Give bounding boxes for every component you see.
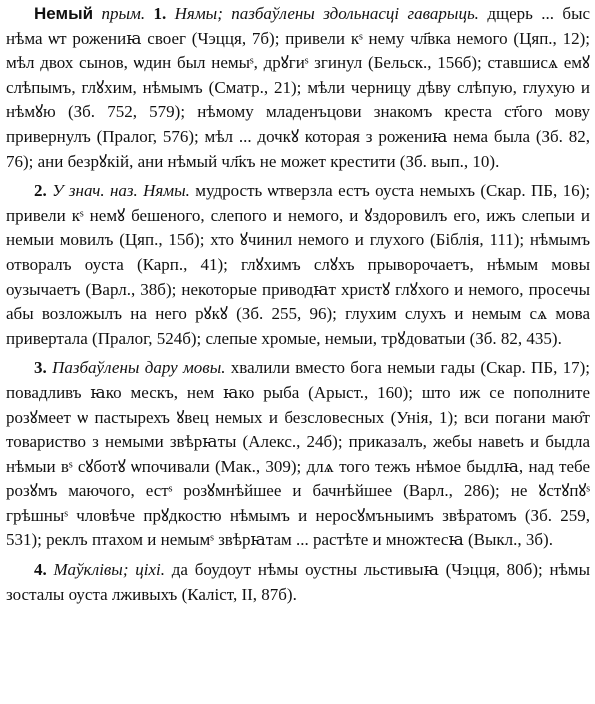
sense-4 (6, 558, 590, 607)
headword: Немый (34, 4, 94, 23)
sense-gloss: Нямы; пазбаўлены здольнасці гаварыць. (174, 4, 479, 23)
sense-3 (6, 356, 590, 553)
sense-1 (6, 2, 590, 174)
sense-citations: хвалили вместо бога немыи гады (Скар. ПБ, 17); повадливъ ꙗко мескъ, нем ꙗко рыба (Арыст., 160); што иж се пополните розꙋмеет ѡ пастырехъ ꙋвец немых и безсловесных (Унія, 1); вси погани маю̑т товариство з немыми звѣрꙗты (Алекс., 24б); приказалъ, жебы навеtъ и быдла нѣмыи вˢ сꙋботꙋ ѡпочивали (Мак., 309); длѧ того тежъ нѣмое быдлꙗ, над тебе розꙋмъ маючого, естˢ розꙋмнѣйшее и бачнѣйшее (Варл., 286); не ꙋстꙋпꙋˢ грѣшныˢ чловѣче прꙋдкостю нѣмымъ и неросꙋмъныимъ звѣратомъ (Зб. 259, 531); реклъ птахом и немымˢ звѣрꙗтам ... растѣте и множтесꙗ (Выкл., 3б). (6, 358, 591, 550)
sense-citations: да боудоут нѣмы оустны льстивыꙗ (Чэцця, 80б); нѣмы зосталы оуста лживыхъ (Каліст, II, 87б). (6, 560, 590, 604)
sense-number: 4. (34, 560, 47, 580)
dictionary-entry (6, 2, 590, 607)
sense-citations: дщерь ... быс нѣма ѡт рожениꙗ своег (Чэцця, 7б); привели кˢ нему чл҃вка немого (Цяп., 12); мѣл двох сынов, ѡдин был немыˢ, дрꙋгиˢ згинул (Бельск., 156б); ставшисѧ емꙋ слѣпымъ, глꙋхим, нѣмымъ (Сматр., 21); мѣли черницу дѣву слѣпую, глухую и нѣмꙋю (Зб. 752, 579); нѣмому младенъцови знакомъ креста ст҃ого мову привернулъ (Пралог, 576); мѣл ... дочкꙋ которая з рожениꙗ нема была (Зб. 82, 76); ани безрꙋкій, ани нѣмый чл҃къ не может крестити (Зб. вып., 10). (6, 4, 591, 171)
sense-gloss: У знач. наз. Нямы. (52, 181, 190, 201)
sense-citations: мудрость ѡтверзла естъ оуста немыхъ (Скар. ПБ, 16); привели кˢ немꙋ бешеного, слепого и немого, и ꙋздоровилъ его, ижъ слепыи и немыи мовилъ (Цяп., 15б); хто ꙋчинил немого и глухого (Біблія, 111); нѣмымъ отворалъ оуста (Карп., 41); глꙋхимъ слꙋхъ прыворочаетъ, нѣмым мовы оузычаетъ (Варл., 38б); некоторые приводꙗт христꙋ глꙋхого и немого, просечы абы возложылъ на него рꙋкꙋ (Зб. 255, 96); глухим слухъ и немым сѧ мова привертала (Пралог, 524б); слепые хромые, немыи, трꙋдоватыи (Зб. 82, 435). (6, 181, 591, 348)
sense-gloss: Маўклівы; ціхі. (53, 560, 165, 580)
sense-gloss: Пазбаўлены дару мовы. (52, 358, 226, 378)
sense-number: 3. (34, 358, 47, 378)
sense-2 (6, 179, 590, 351)
sense-number: 1. (153, 4, 167, 23)
sense-number: 2. (34, 181, 47, 201)
part-of-speech: прым. (101, 4, 146, 23)
